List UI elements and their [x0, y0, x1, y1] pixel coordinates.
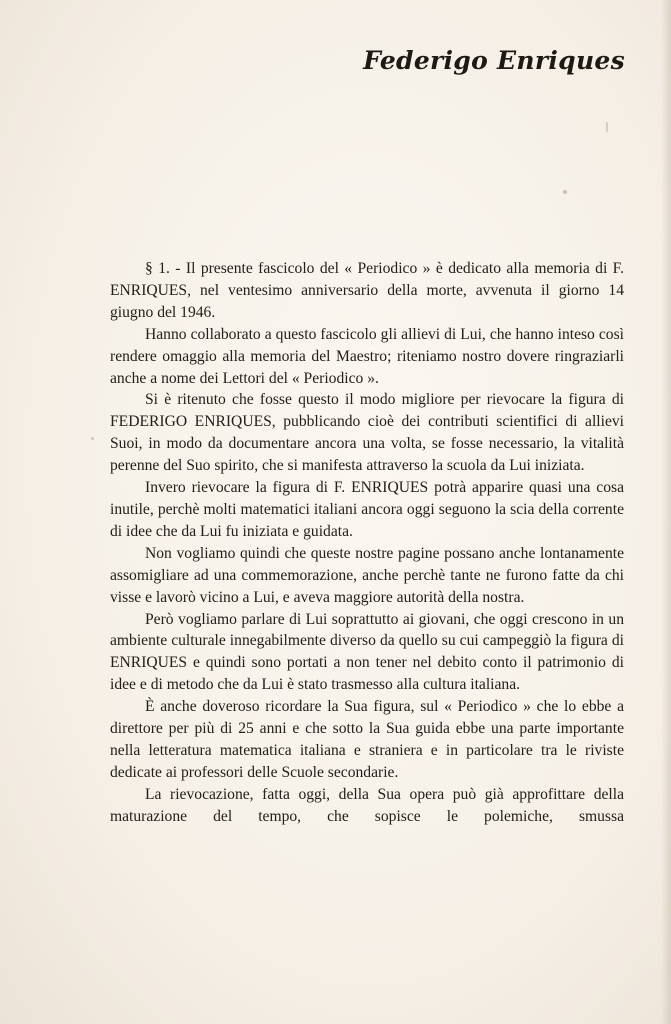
paragraph: Non vogliamo quindi che queste nostre pagine possano anche lontanamente assomigliare ad una commemorazione, anche perchè tante ne furono fatte da chi visse e lavorò vicino a Lui, e aveva maggiore autorità della nostra. [110, 544, 624, 606]
paragraph: È anche doveroso ricordare la Sua figura, sul « Periodico » che lo ebbe a direttore per più di 25 anni e che sotto la Sua guida ebbe una parte importante nella letteratura matematica italiana e straniera e in particolare tra le riviste dedicate ai professori delle Scuole secondarie. [110, 698, 624, 781]
paragraph: Però vogliamo parlare di Lui soprattutto ai giovani, che oggi crescono in un ambiente culturale innegabilmente diverso da quello su cui campeggiò la figura di ENRIQUES e quindi sono portati a non tener nel debito conto il patrimonio di idee e di metodo che da Lui è stato trasmesso alla cultura italiana. [110, 610, 624, 694]
paper-speck [91, 437, 94, 440]
paragraph: § 1. - Il presente fascicolo del « Periodico » è dedicato alla memoria di F. ENRIQUES, nel ventesimo anniversario della morte, avvenuta il giorno 14 giugno del 1946. [110, 260, 624, 321]
page-title: Federigo Enriques [363, 46, 625, 75]
paragraph: Invero rievocare la figura di F. ENRIQUES potrà apparire quasi una cosa inutile, perchè molti matematici italiani ancora oggi seguono la scia della corrente di idee che da Lui fu iniziata e guidata. [110, 479, 624, 540]
paper-speck [563, 190, 567, 194]
paragraph: Si è ritenuto che fosse questo il modo migliore per rievocare la figura di FEDERIGO ENRIQUES, pubblicando cioè dei contributi scientifici di allievi Suoi, in modo da documentare ancora una volta, se fosse necessario, la vitalità perenne del Suo spirito, che si manifesta attraverso la scuola da Lui iniziata. [110, 391, 624, 475]
article-body [110, 258, 624, 828]
paper-speck [606, 122, 608, 132]
paragraph: Hanno collaborato a questo fascicolo gli allievi di Lui, che hanno inteso così rendere omaggio alla memoria del Maestro; riteniamo nostro dovere ringraziarli anche a nome dei Lettori del « Periodico ». [110, 325, 624, 387]
page-edge-shadow [661, 0, 671, 1024]
paragraph: La rievocazione, fatta oggi, della Sua opera può già approfittare della maturazione del tempo, che sopisce le polemiche, smussa [110, 785, 624, 825]
